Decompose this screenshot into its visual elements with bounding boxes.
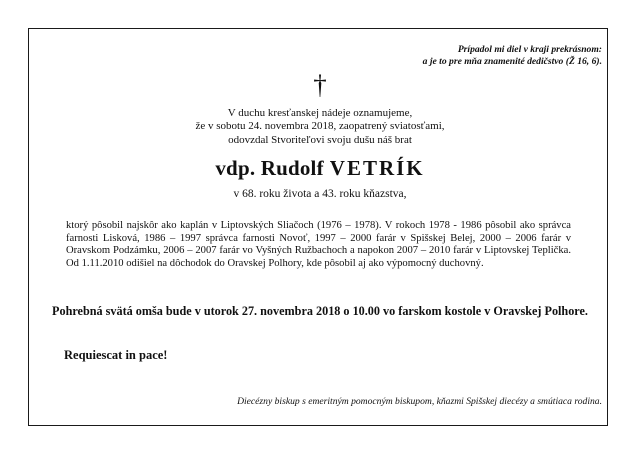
deceased-surname: VETRÍK [329, 156, 425, 180]
announcement-intro [0, 107, 640, 147]
requiescat-text: Requiescat in pace! [64, 348, 168, 362]
deceased-name [0, 155, 640, 181]
scripture-quote-line-1: Prípadol mi diel v kraji prekrásnom: [457, 44, 602, 55]
signature-line: Diecézny biskup s emeritným pomocným biskupom, kňazmi Spišskej diecézy a smútiaca rodina. [237, 396, 602, 407]
cross-icon: † [313, 70, 327, 100]
intro-line-3: odovzdal Stvoriteľovi svoju dušu náš brat [228, 133, 412, 146]
scripture-quote [423, 44, 602, 68]
deceased-name-prefix: vdp. Rudolf [215, 156, 324, 180]
funeral-mass-notice: Pohrebná svätá omša bude v utorok 27. novembra 2018 o 10.00 vo farskom kostole v Oravskej Polhore. [52, 304, 588, 318]
age-line: v 68. roku života a 43. roku kňazstva, [233, 188, 407, 200]
biography-paragraph: ktorý pôsobil najskôr ako kaplán v Liptovských Sliačoch (1976 – 1978). V rokoch 1978 - 1986 pôsobil ako správca farnosti Lisková, 1986 – 1997 správca farnosti Novoť, 1997 – 2000 farár v Spišskej Belej, 2000 – 2006 farár v Oravskom Podzámku, 2006 – 2007 farár vo Vyšných Ružbachoch a napokon 2007 – 2010 farár v Liptovskej Teplička. Od 1.11.2010 odišiel na dôchodok do Oravskej Polhory, kde pôsobil aj ako výpomocný duchovný. [66, 220, 571, 269]
scripture-quote-line-2: a je to pre mňa znamenité dedičstvo (Ž 16, 6). [422, 56, 602, 67]
intro-line-1: V duchu kresťanskej nádeje oznamujeme, [227, 107, 413, 119]
intro-line-2: že v sobotu 24. novembra 2018, zaopatrený sviatosťami, [195, 120, 445, 133]
